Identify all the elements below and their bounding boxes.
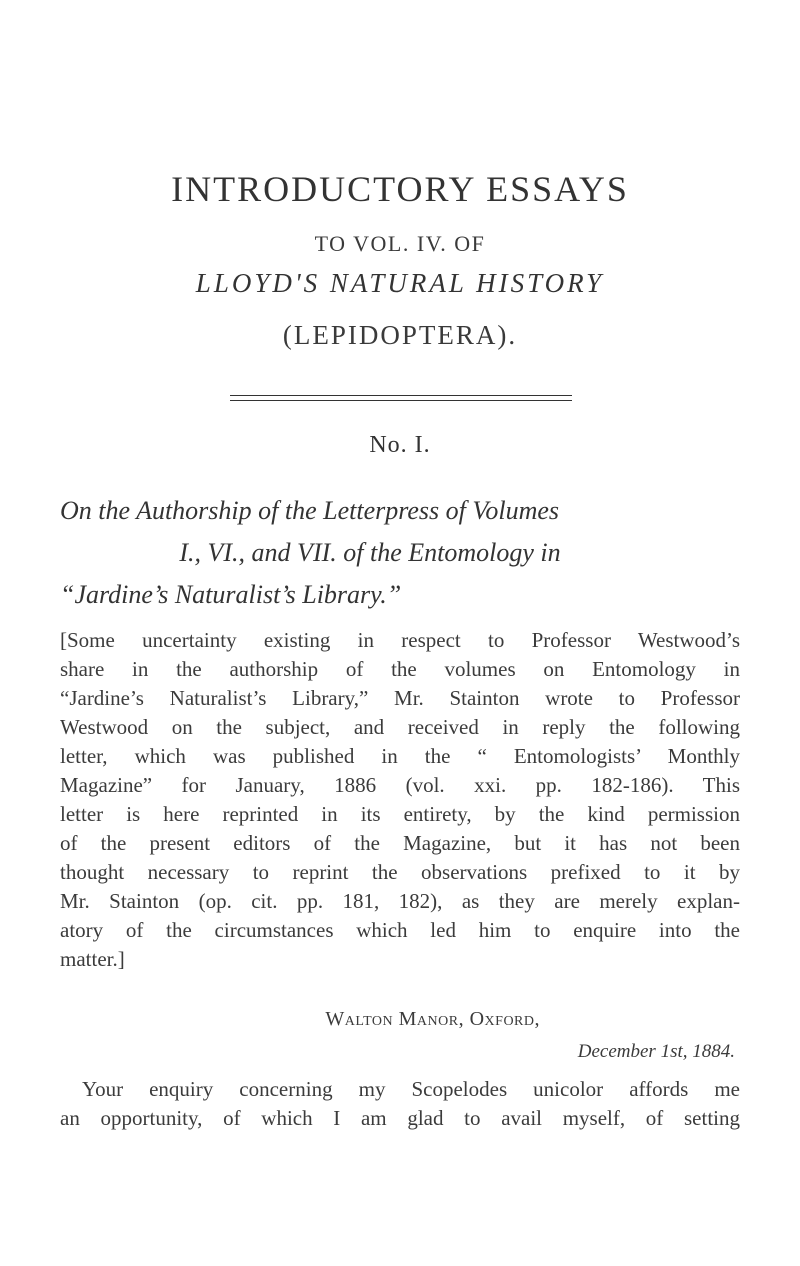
essay-title-line: On the Authorship of the Letterpress of Volumes: [60, 496, 560, 525]
note-line: letter is here reprinted in its entirety, by the kind permission: [60, 802, 740, 826]
letter-line: Your enquiry concerning my Scopelodes unicolor affords me: [82, 1077, 740, 1101]
section-title: (LEPIDOPTERA).: [282, 320, 518, 350]
series-title: LLOYD'S NATURAL HISTORY: [195, 268, 605, 298]
letter-date: December 1st, 1884.: [577, 1041, 735, 1062]
essay-title: [60, 490, 740, 616]
note-line: Magazine” for January, 1886 (vol. xxi. pp. 182-186). This: [60, 773, 740, 797]
essay-number: No. I.: [369, 432, 431, 458]
divider-rule: [230, 395, 572, 396]
essay-title-line: I., VI., and VII. of the Entomology in: [179, 538, 561, 567]
note-line: of the present editors of the Magazine, but it has not been: [60, 831, 740, 855]
letter-line: an opportunity, of which I am glad to avail myself, of setting: [60, 1106, 740, 1130]
note-line: Mr. Stainton (op. cit. pp. 181, 182), as they are merely explan-: [60, 889, 740, 913]
note-line: Westwood on the subject, and received in reply the following: [60, 715, 740, 739]
note-line: thought necessary to reprint the observations prefixed to it by: [60, 860, 740, 884]
note-line: [Some uncertainty existing in respect to Professor Westwood’s: [60, 628, 740, 652]
essay-title-line: “Jardine’s Naturalist’s Library.”: [60, 580, 402, 609]
divider-rule: [230, 400, 572, 401]
page-heading: INTRODUCTORY ESSAYS: [171, 169, 629, 209]
letter-address: Walton Manor, Oxford,: [325, 1008, 540, 1030]
page-subheading: TO VOL. IV. OF: [314, 231, 486, 256]
note-line: share in the authorship of the volumes on Entomology in: [60, 657, 740, 681]
note-line: matter.]: [60, 947, 125, 971]
note-line: “Jardine’s Naturalist’s Library,” Mr. Stainton wrote to Professor: [60, 686, 740, 710]
note-line: letter, which was published in the “ Entomologists’ Monthly: [60, 744, 740, 768]
note-line: atory of the circumstances which led him to enquire into the: [60, 918, 740, 942]
